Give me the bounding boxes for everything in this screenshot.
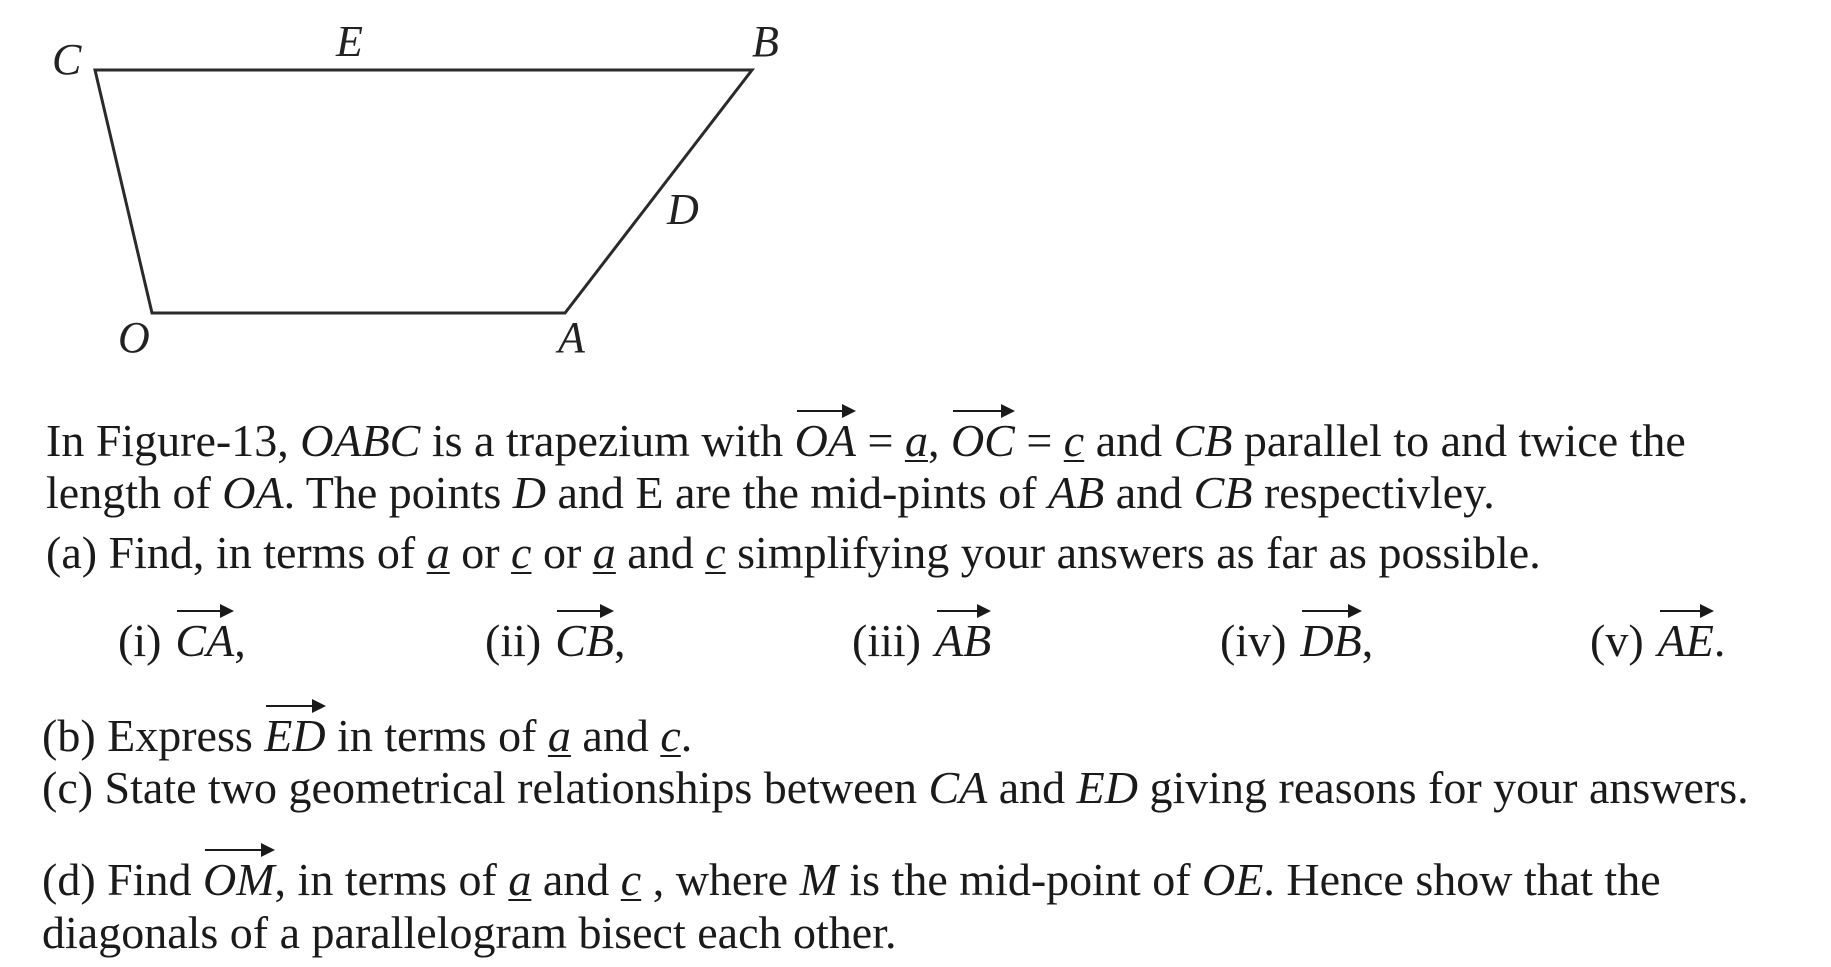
question-text: , where xyxy=(641,854,800,905)
vector-ae: AE xyxy=(1658,608,1714,664)
question-text: or xyxy=(531,527,593,578)
subpart-punctuation: . xyxy=(1713,615,1726,666)
point-label-e: E xyxy=(336,17,363,66)
vertex-label-o: O xyxy=(118,313,150,362)
point-d: D xyxy=(512,467,547,518)
intro-text: length of xyxy=(46,467,223,518)
intro-text: and xyxy=(1104,467,1194,518)
subpart-iv xyxy=(1220,608,1373,664)
vector-cb: CB xyxy=(555,608,614,664)
vector-oa: OA xyxy=(795,408,856,464)
question-text: (c) State two geometrical relationships between xyxy=(42,762,929,813)
intro-text: = xyxy=(855,415,905,466)
trapezium-name: OABC xyxy=(300,415,421,466)
vector-om: OM xyxy=(203,847,275,903)
vector-c-symbol: c xyxy=(660,710,681,761)
trapezium-figure xyxy=(0,0,900,380)
subpart-punctuation: , xyxy=(1361,615,1374,666)
question-text: or xyxy=(449,527,512,578)
question-part-d-line-2 xyxy=(42,907,897,958)
question-part-d xyxy=(42,847,1661,903)
vector-ca: CA xyxy=(175,608,234,664)
vertex-label-c: C xyxy=(52,35,82,84)
intro-text: is a trapezium with xyxy=(420,415,795,466)
question-text: (a) Find, in terms of xyxy=(46,527,427,578)
vector-ed: ED xyxy=(264,703,325,759)
subpart-number: (iv) xyxy=(1220,615,1287,666)
vector-oc: OC xyxy=(951,408,1015,464)
question-text: and xyxy=(531,854,621,905)
vector-c-symbol: c xyxy=(1063,415,1085,466)
intro-text: In Figure-13, xyxy=(46,415,301,466)
question-text: . Hence show that the xyxy=(1263,854,1661,905)
segment-ed: ED xyxy=(1076,762,1138,813)
segment-oa: OA xyxy=(222,467,284,518)
trapezium-oabc xyxy=(95,70,752,313)
segment-cb: CB xyxy=(1173,415,1233,466)
intro-line-2 xyxy=(46,467,1495,518)
subpart-number: (ii) xyxy=(485,615,542,666)
point-m: M xyxy=(799,854,838,905)
question-text: and xyxy=(615,527,706,578)
question-part-c xyxy=(42,762,1749,813)
vector-c-symbol: c xyxy=(511,527,532,578)
intro-line-1 xyxy=(46,408,1686,464)
vertex-label-a: A xyxy=(558,313,585,362)
question-part-a xyxy=(46,527,1541,578)
subpart-number: (i) xyxy=(118,615,162,666)
vector-c-symbol: c xyxy=(620,854,642,905)
vector-c-symbol: c xyxy=(705,527,726,578)
question-text: . xyxy=(680,710,693,761)
intro-text: and E are the mid-pints of xyxy=(546,467,1049,518)
vector-a-symbol: a xyxy=(426,527,450,578)
intro-text: . The points xyxy=(283,467,513,518)
question-text: diagonals of a parallelogram bisect each other. xyxy=(42,907,897,958)
intro-text: respectivley. xyxy=(1252,467,1495,518)
question-text: and xyxy=(570,710,661,761)
segment-cb: CB xyxy=(1193,467,1253,518)
subpart-number: (iii) xyxy=(852,615,921,666)
question-text: (b) Express xyxy=(42,710,265,761)
subpart-iii xyxy=(852,608,991,664)
question-text: , in terms of xyxy=(274,854,509,905)
subpart-ii xyxy=(485,608,625,664)
segment-ca: CA xyxy=(928,762,988,813)
question-text: giving reasons for your answers. xyxy=(1138,762,1749,813)
segment-oe: OE xyxy=(1202,854,1264,905)
vector-a-symbol: a xyxy=(508,854,532,905)
question-text: in terms of xyxy=(325,710,548,761)
question-part-b xyxy=(42,703,692,759)
segment-ab: AB xyxy=(1048,467,1105,518)
subpart-i xyxy=(118,608,246,664)
vector-db: DB xyxy=(1300,608,1361,664)
vector-a-symbol: a xyxy=(592,527,616,578)
intro-text: = xyxy=(1014,415,1064,466)
vertex-label-b: B xyxy=(752,17,779,66)
question-text: and xyxy=(987,762,1077,813)
intro-text: , xyxy=(927,415,951,466)
question-text: (d) Find xyxy=(42,854,203,905)
subpart-v xyxy=(1590,608,1725,664)
vector-a-symbol: a xyxy=(904,415,928,466)
subpart-punctuation: , xyxy=(234,615,246,666)
subpart-punctuation: , xyxy=(613,615,626,666)
question-text: simplifying your answers as far as possible. xyxy=(725,527,1541,578)
point-label-d: D xyxy=(667,185,699,234)
intro-text: parallel to and twice the xyxy=(1232,415,1686,466)
intro-text: and xyxy=(1084,415,1174,466)
vector-a-symbol: a xyxy=(547,710,571,761)
question-text: is the mid-point of xyxy=(837,854,1203,905)
vector-ab: AB xyxy=(935,608,991,664)
subpart-number: (v) xyxy=(1590,615,1644,666)
